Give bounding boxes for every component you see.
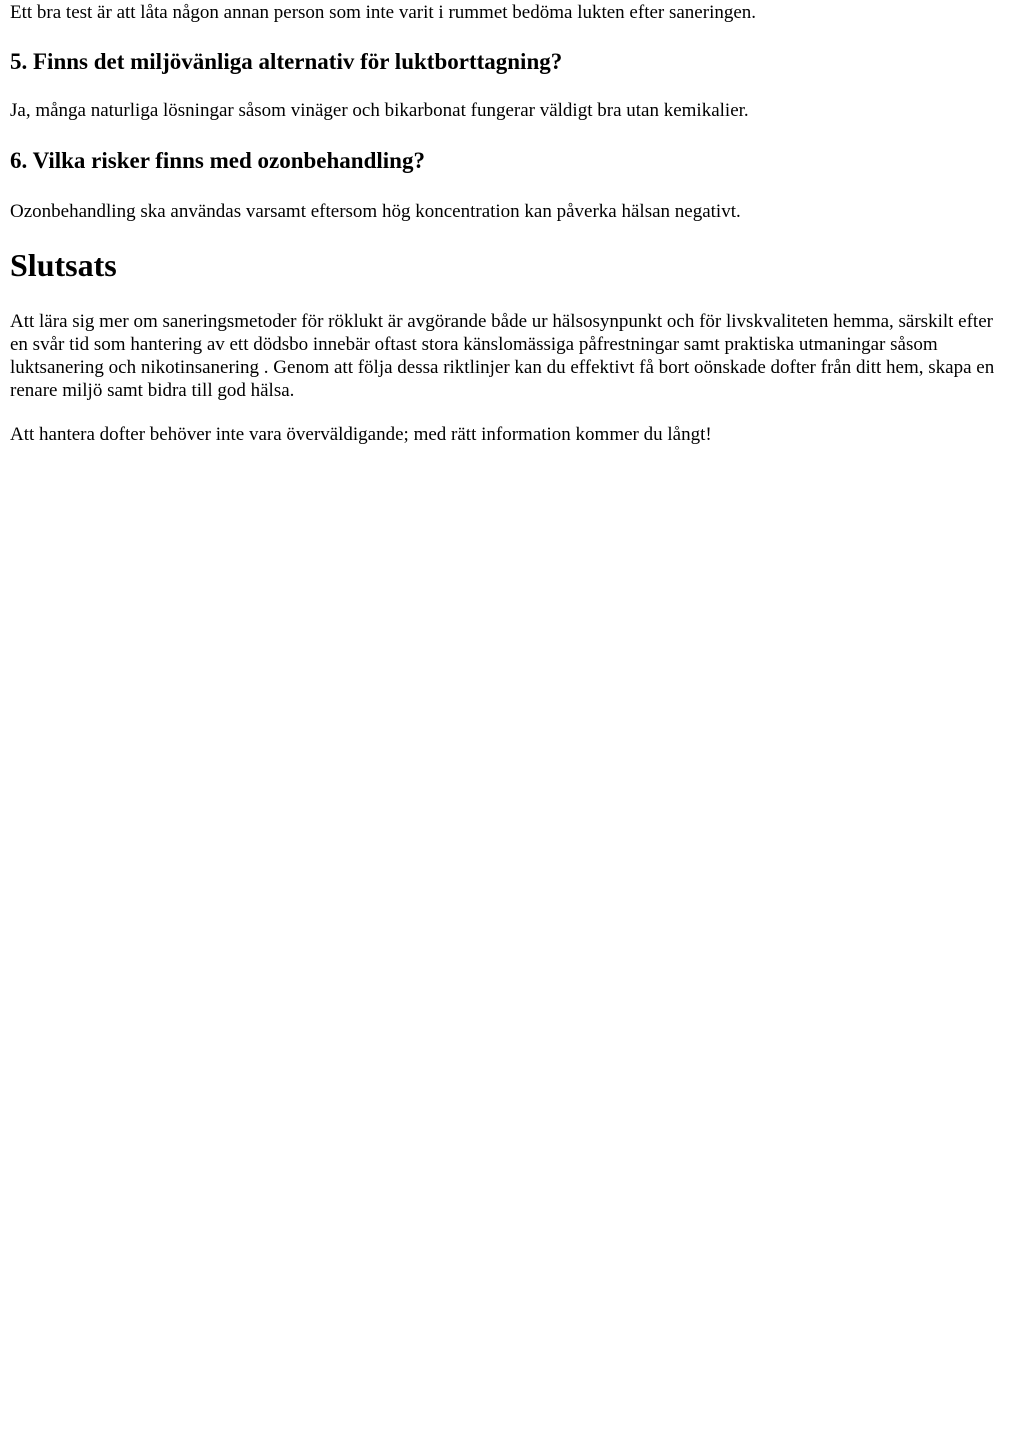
conclusion-paragraph-1: Att lära sig mer om saneringsmetoder för röklukt är avgörande både ur hälsosynpunkt och för livskvaliteten hemma, särskilt efter en svår tid som hantering av ett dödsbo innebär oftast stora känslomässiga påfrestningar samt praktiska utmaningar såsom luktsanering och nikotinsanering . Genom att följa dessa riktlinjer kan du effektivt få bort oönskade dofter från ditt hem, skapa en renare miljö samt bidra till god hälsa.: [10, 311, 995, 401]
conclusion-paragraph-2: Att hantera dofter behöver inte vara överväldigande; med rätt information kommer du långt!: [10, 424, 712, 445]
faq-question-5: 5. Finns det miljövänliga alternativ för luktborttagning?: [10, 49, 563, 74]
faq-answer-4: Ett bra test är att låta någon annan person som inte varit i rummet bedöma lukten efter saneringen.: [10, 2, 757, 23]
faq-answer-5: Ja, många naturliga lösningar såsom vinäger och bikarbonat fungerar väldigt bra utan kemikalier.: [10, 100, 749, 121]
faq-question-6: 6. Vilka risker finns med ozonbehandling?: [10, 148, 425, 173]
conclusion-heading: Slutsats: [10, 247, 117, 283]
faq-answer-6: Ozonbehandling ska användas varsamt eftersom hög koncentration kan påverka hälsan negativt.: [10, 201, 741, 222]
